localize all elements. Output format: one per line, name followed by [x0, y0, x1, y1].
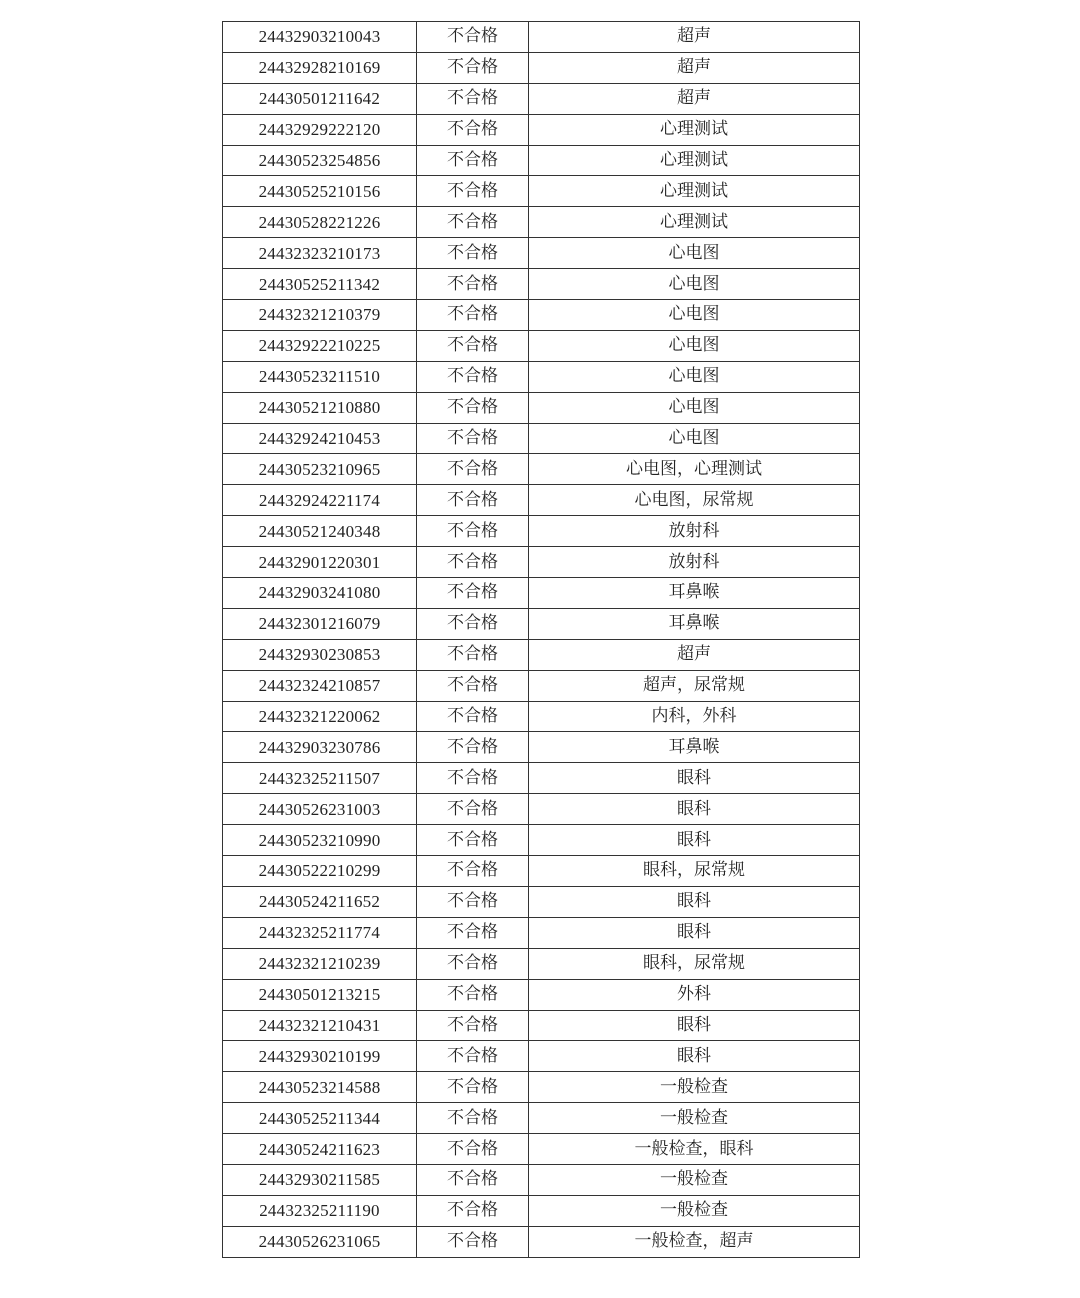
table-row — [223, 145, 860, 176]
table-row — [223, 701, 860, 732]
table-row — [223, 1010, 860, 1041]
table-row — [223, 361, 860, 392]
failed-items-cell: 心电图 — [529, 423, 860, 454]
table-row — [223, 794, 860, 825]
table-row — [223, 485, 860, 516]
table-row — [223, 300, 860, 331]
failed-items-cell: 一般检查，眼科 — [529, 1134, 860, 1165]
result-cell: 不合格 — [417, 52, 529, 83]
failed-items-cell: 眼科 — [529, 825, 860, 856]
table-row — [223, 52, 860, 83]
failed-items-cell: 超声 — [529, 639, 860, 670]
result-cell: 不合格 — [417, 269, 529, 300]
result-cell: 不合格 — [417, 886, 529, 917]
failed-items-cell: 放射科 — [529, 516, 860, 547]
candidate-id-cell: 24430528221226 — [223, 207, 417, 238]
failed-items-cell: 耳鼻喉 — [529, 608, 860, 639]
table-row — [223, 1195, 860, 1226]
failed-items-cell: 心电图 — [529, 269, 860, 300]
result-cell: 不合格 — [417, 1134, 529, 1165]
candidate-id-cell: 24432924210453 — [223, 423, 417, 454]
candidate-id-cell: 24432321210239 — [223, 948, 417, 979]
table-row — [223, 670, 860, 701]
candidate-id-cell: 24432924221174 — [223, 485, 417, 516]
failed-items-cell: 眼科 — [529, 886, 860, 917]
candidate-id-cell: 24432930211585 — [223, 1164, 417, 1195]
result-cell: 不合格 — [417, 176, 529, 207]
failed-items-cell: 一般检查 — [529, 1164, 860, 1195]
result-cell: 不合格 — [417, 300, 529, 331]
result-cell: 不合格 — [417, 794, 529, 825]
result-cell: 不合格 — [417, 330, 529, 361]
candidate-id-cell: 24430521210880 — [223, 392, 417, 423]
table-row — [223, 454, 860, 485]
result-cell: 不合格 — [417, 547, 529, 578]
result-cell: 不合格 — [417, 516, 529, 547]
result-cell: 不合格 — [417, 145, 529, 176]
table-row — [223, 114, 860, 145]
table-row — [223, 22, 860, 53]
candidate-id-cell: 24432903210043 — [223, 22, 417, 53]
result-cell: 不合格 — [417, 83, 529, 114]
candidate-id-cell: 24430523254856 — [223, 145, 417, 176]
result-cell: 不合格 — [417, 825, 529, 856]
failed-items-cell: 眼科 — [529, 794, 860, 825]
result-cell: 不合格 — [417, 1072, 529, 1103]
candidate-id-cell: 24430525210156 — [223, 176, 417, 207]
table-row — [223, 269, 860, 300]
result-cell: 不合格 — [417, 22, 529, 53]
failed-items-cell: 心电图，尿常规 — [529, 485, 860, 516]
table-row — [223, 608, 860, 639]
table-row — [223, 1072, 860, 1103]
table-row — [223, 207, 860, 238]
table-row — [223, 330, 860, 361]
result-cell: 不合格 — [417, 361, 529, 392]
failed-items-cell: 眼科 — [529, 917, 860, 948]
candidate-id-cell: 24432929222120 — [223, 114, 417, 145]
results-table — [222, 21, 860, 1258]
failed-items-cell: 超声，尿常规 — [529, 670, 860, 701]
result-cell: 不合格 — [417, 763, 529, 794]
failed-items-cell: 一般检查 — [529, 1103, 860, 1134]
result-cell: 不合格 — [417, 1041, 529, 1072]
failed-items-cell: 心电图 — [529, 300, 860, 331]
result-cell: 不合格 — [417, 1103, 529, 1134]
table-row — [223, 423, 860, 454]
candidate-id-cell: 24432903241080 — [223, 578, 417, 609]
candidate-id-cell: 24432321220062 — [223, 701, 417, 732]
failed-items-cell: 一般检查 — [529, 1195, 860, 1226]
candidate-id-cell: 24432325211507 — [223, 763, 417, 794]
table-row — [223, 238, 860, 269]
failed-items-cell: 眼科，尿常规 — [529, 856, 860, 887]
result-cell: 不合格 — [417, 639, 529, 670]
failed-items-cell: 心理测试 — [529, 114, 860, 145]
candidate-id-cell: 24432323210173 — [223, 238, 417, 269]
candidate-id-cell: 24430521240348 — [223, 516, 417, 547]
candidate-id-cell: 24430501211642 — [223, 83, 417, 114]
result-cell: 不合格 — [417, 856, 529, 887]
failed-items-cell: 心理测试 — [529, 207, 860, 238]
failed-items-cell: 内科，外科 — [529, 701, 860, 732]
result-cell: 不合格 — [417, 732, 529, 763]
candidate-id-cell: 24430526231065 — [223, 1226, 417, 1257]
failed-items-cell: 超声 — [529, 83, 860, 114]
table-row — [223, 578, 860, 609]
failed-items-cell: 心电图，心理测试 — [529, 454, 860, 485]
table-row — [223, 979, 860, 1010]
candidate-id-cell: 24430523214588 — [223, 1072, 417, 1103]
result-cell: 不合格 — [417, 1010, 529, 1041]
result-cell: 不合格 — [417, 701, 529, 732]
failed-items-cell: 心理测试 — [529, 145, 860, 176]
result-cell: 不合格 — [417, 948, 529, 979]
failed-items-cell: 心电图 — [529, 361, 860, 392]
table-row — [223, 825, 860, 856]
failed-items-cell: 心电图 — [529, 238, 860, 269]
result-cell: 不合格 — [417, 979, 529, 1010]
table-row — [223, 886, 860, 917]
table-row — [223, 1041, 860, 1072]
candidate-id-cell: 24430525211344 — [223, 1103, 417, 1134]
result-cell: 不合格 — [417, 485, 529, 516]
result-cell: 不合格 — [417, 392, 529, 423]
failed-items-cell: 眼科 — [529, 1041, 860, 1072]
table-row — [223, 516, 860, 547]
candidate-id-cell: 24430524211623 — [223, 1134, 417, 1165]
table-row — [223, 948, 860, 979]
result-cell: 不合格 — [417, 608, 529, 639]
table-row — [223, 83, 860, 114]
candidate-id-cell: 24432903230786 — [223, 732, 417, 763]
candidate-id-cell: 24432321210379 — [223, 300, 417, 331]
candidate-id-cell: 24430523211510 — [223, 361, 417, 392]
table-body — [223, 22, 860, 1258]
failed-items-cell: 一般检查 — [529, 1072, 860, 1103]
failed-items-cell: 耳鼻喉 — [529, 578, 860, 609]
table-row — [223, 1103, 860, 1134]
candidate-id-cell: 24430523210990 — [223, 825, 417, 856]
result-cell: 不合格 — [417, 423, 529, 454]
result-cell: 不合格 — [417, 670, 529, 701]
failed-items-cell: 耳鼻喉 — [529, 732, 860, 763]
candidate-id-cell: 24432901220301 — [223, 547, 417, 578]
table-row — [223, 1164, 860, 1195]
candidate-id-cell: 24430501213215 — [223, 979, 417, 1010]
candidate-id-cell: 24430526231003 — [223, 794, 417, 825]
candidate-id-cell: 24430524211652 — [223, 886, 417, 917]
table-row — [223, 392, 860, 423]
result-cell: 不合格 — [417, 207, 529, 238]
failed-items-cell: 心理测试 — [529, 176, 860, 207]
candidate-id-cell: 24432325211774 — [223, 917, 417, 948]
result-cell: 不合格 — [417, 114, 529, 145]
table-row — [223, 917, 860, 948]
candidate-id-cell: 24432325211190 — [223, 1195, 417, 1226]
failed-items-cell: 放射科 — [529, 547, 860, 578]
table-row — [223, 1134, 860, 1165]
result-cell: 不合格 — [417, 1226, 529, 1257]
table-row — [223, 732, 860, 763]
candidate-id-cell: 24430522210299 — [223, 856, 417, 887]
table-row — [223, 639, 860, 670]
candidate-id-cell: 24432930210199 — [223, 1041, 417, 1072]
candidate-id-cell: 24430523210965 — [223, 454, 417, 485]
table-row — [223, 547, 860, 578]
failed-items-cell: 一般检查，超声 — [529, 1226, 860, 1257]
failed-items-cell: 超声 — [529, 52, 860, 83]
failed-items-cell: 心电图 — [529, 392, 860, 423]
failed-items-cell: 眼科 — [529, 763, 860, 794]
table-row — [223, 763, 860, 794]
candidate-id-cell: 24432321210431 — [223, 1010, 417, 1041]
table-row — [223, 176, 860, 207]
table-row — [223, 1226, 860, 1257]
result-cell: 不合格 — [417, 1195, 529, 1226]
result-cell: 不合格 — [417, 454, 529, 485]
failed-items-cell: 超声 — [529, 22, 860, 53]
candidate-id-cell: 24432930230853 — [223, 639, 417, 670]
candidate-id-cell: 24432922210225 — [223, 330, 417, 361]
table-row — [223, 856, 860, 887]
result-cell: 不合格 — [417, 238, 529, 269]
candidate-id-cell: 24432301216079 — [223, 608, 417, 639]
candidate-id-cell: 24430525211342 — [223, 269, 417, 300]
result-cell: 不合格 — [417, 917, 529, 948]
candidate-id-cell: 24432324210857 — [223, 670, 417, 701]
candidate-id-cell: 24432928210169 — [223, 52, 417, 83]
failed-items-cell: 外科 — [529, 979, 860, 1010]
failed-items-cell: 眼科，尿常规 — [529, 948, 860, 979]
failed-items-cell: 心电图 — [529, 330, 860, 361]
failed-items-cell: 眼科 — [529, 1010, 860, 1041]
result-cell: 不合格 — [417, 1164, 529, 1195]
result-cell: 不合格 — [417, 578, 529, 609]
